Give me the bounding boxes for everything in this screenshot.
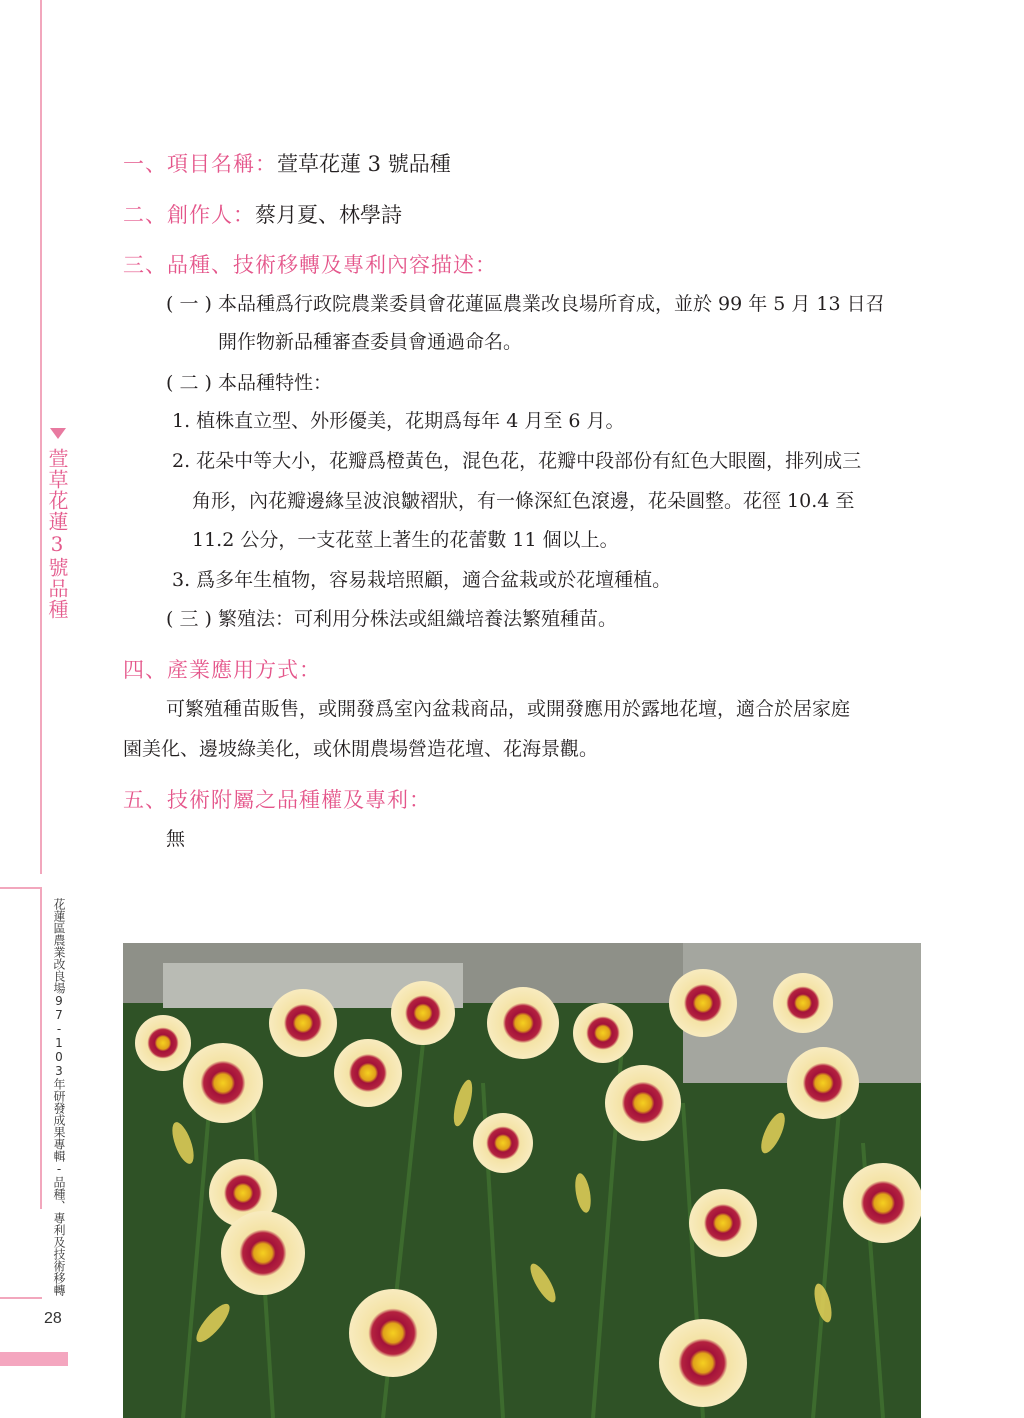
sidebar-rule	[40, 0, 42, 874]
sidebar-divider	[0, 887, 42, 889]
daylily-photo-illustration	[123, 943, 921, 1418]
section-2-heading: 二、創作人：	[123, 203, 255, 227]
section-3-heading: 三、品種、技術移轉及專利內容描述：	[123, 253, 497, 277]
paragraph-1-line-2: 開作物新品種審查委員會通過命名。	[218, 331, 523, 353]
section-1-heading: 一、項目名稱：	[123, 152, 277, 176]
page-number: 28	[44, 1310, 62, 1327]
section-1	[123, 148, 451, 178]
application-line-1: 可繁殖種苗販售，或開發爲室內盆栽商品，或開發應用於露地花壇，適合於居家庭	[166, 698, 851, 720]
section-4-heading: 四、產業應用方式：	[123, 658, 321, 682]
page-tab-bar	[0, 1352, 68, 1366]
paragraph-3: ( 三 ) 繁殖法：可利用分株法或組織培養法繁殖種苗。	[166, 608, 617, 630]
series-title: 花蓮區農業改良場97-103年研發成果專輯-品種、專利及技術移轉	[52, 898, 66, 1296]
sidebar-divider-bottom	[0, 1297, 42, 1299]
daylily-photo	[123, 943, 921, 1418]
trait-2-line-3: 11.2 公分，一支花莖上著生的花蕾數 11 個以上。	[192, 529, 619, 551]
trait-2-line-1: 2. 花朵中等大小，花瓣爲橙黃色，混色花，花瓣中段部份有紅色大眼圈，排列成三	[172, 450, 862, 472]
trait-2-line-2: 角形，內花瓣邊緣呈波浪皺褶狀，有一條深紅色滾邊，花朵圓整。花徑 10.4 至	[192, 490, 855, 512]
section-5-heading: 五、技術附屬之品種權及專利：	[123, 788, 431, 812]
triangle-marker-icon	[50, 428, 66, 439]
section-2	[123, 199, 402, 229]
paragraph-2: ( 二 ) 本品種特性：	[166, 372, 332, 394]
trait-3: 3. 爲多年生植物，容易栽培照顧，適合盆栽或於花壇種植。	[172, 569, 672, 591]
item-name: 萱草花蓮 3 號品種	[277, 152, 451, 176]
creators: 蔡月夏、林學詩	[255, 203, 402, 227]
sidebar-rule-lower	[40, 889, 42, 1209]
paragraph-1-line-1: ( 一 ) 本品種爲行政院農業委員會花蓮區農業改良場所育成，並於 99 年 5 月 13 日召	[166, 293, 885, 315]
application-line-2: 園美化、邊坡綠美化，或休閒農場營造花壇、花海景觀。	[123, 738, 599, 760]
trait-1: 1. 植株直立型、外形優美，花期爲每年 4 月至 6 月。	[172, 410, 625, 432]
patent-value: 無	[166, 828, 186, 850]
sidebar-title: 萱草花蓮3號品種	[45, 448, 69, 620]
